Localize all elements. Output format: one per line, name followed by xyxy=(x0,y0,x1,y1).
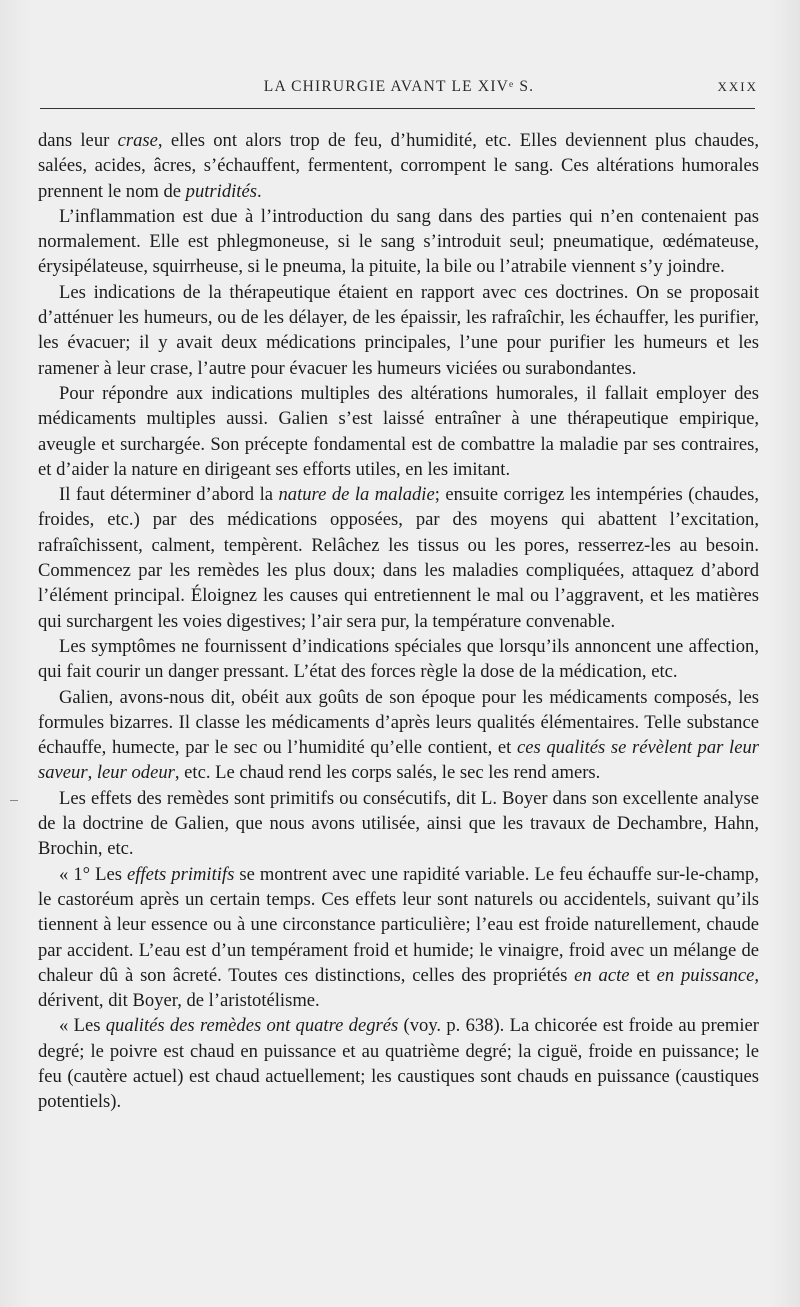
text-segment: Les effets des remèdes sont primitifs ou consécutifs, dit L. Boyer dans son excellente analyse de la doctrine de Galien, que nous avons utilisée, ainsi que les travaux de Dechambre, Hahn, Brochin, etc. xyxy=(38,787,759,860)
italic-text: leur odeur xyxy=(96,762,175,784)
text-segment: et xyxy=(629,964,657,986)
italic-text: en acte xyxy=(574,964,630,986)
text-segment: Il faut déterminer d’abord la xyxy=(59,484,279,506)
italic-text: qualités des remèdes ont quatre degrés xyxy=(105,1015,399,1037)
paragraph xyxy=(38,128,759,204)
text-segment: Les indications de la thérapeutique étaient en rapport avec ces doctrines. On se proposait d’atténuer les humeurs, ou de les délayer, de les épaissir, les rafraîchir, les échauffer, les purifier, les évacuer; il y avait deux médications principales, l’une pour purifier les humeurs et les ramener à leur crase, l’autre pour évacuer les humeurs viciées ou surabondantes. xyxy=(38,281,759,379)
text-segment: Pour répondre aux indications multiples des altérations humorales, il fallait employer des médicaments multiples aussi. Galien s’est laissé entraîner à une thérapeutique empirique, aveugle et surchargée. Son précepte fondamental est de combattre la maladie par ses contraires, et d’aider la nature en dirigeant ses efforts utiles, en les imitant. xyxy=(38,382,759,480)
paragraph xyxy=(38,634,759,685)
paragraph xyxy=(38,381,759,482)
paragraph xyxy=(38,862,759,1014)
text-segment: « 1° Les xyxy=(59,863,128,885)
italic-text: ces qualités se révèlent par leur saveur xyxy=(38,737,759,784)
paragraph xyxy=(38,786,759,862)
italic-text: effets primitifs xyxy=(127,863,235,885)
body-text xyxy=(38,128,759,1115)
paragraph xyxy=(38,204,759,280)
text-segment: ; ensuite corrigez les intempéries (chaudes, froides, etc.) par des médications opposées, par des moyens qui abattent l’excitation, rafraîchissent, calment, tempèrent. Relâchez les tissus ou les pores, resserrez-les au besoin. Commencez par les remèdes les plus doux; dans les maladies compliquées, attaquez d’abord l’élément principal. Éloignez les causes qui entretiennent le mal ou l’aggravent, et les matières qui surchargent les voies digestives; l’air sera pur, la température convenable. xyxy=(38,484,760,632)
italic-text: nature de la maladie xyxy=(278,484,435,506)
page-number: XXIX xyxy=(717,79,758,94)
text-segment: , xyxy=(87,762,97,784)
header-rule xyxy=(40,108,755,109)
text-segment: Galien, avons-nous dit, obéit aux goûts de son époque pour les médicaments composés, les formules bizarres. Il classe les médicaments d’après leurs qualités élémentaires. Telle substance échauffe, humecte, par le sec ou l’humidité qu’elle contient, et xyxy=(38,686,759,759)
paragraph xyxy=(38,685,759,786)
text-segment: Les symptômes ne fournissent d’indications spéciales que lorsqu’ils annoncent une affection, qui fait courir un danger pressant. L’état des forces règle la dose de la médication, etc. xyxy=(38,635,759,683)
italic-text: en puissance xyxy=(656,964,755,986)
text-segment: (voy. p. 638). La chicorée est froide au premier degré; le poivre est chaud en puissance et au quatrième degré; la ciguë, froide en puissance; le feu (cautère actuel) est chaud actuellement; les caustiques sont chauds en puissance (caustiques potentiels). xyxy=(38,1015,759,1113)
page-header xyxy=(40,76,758,102)
text-segment: , elles ont alors trop de feu, d’humidité, etc. Elles deviennent plus chaudes, salées, acides, âcres, s’échauffent, fermentent, corrompent le sang. Ces altérations humorales prennent le nom de xyxy=(38,130,760,202)
text-segment: , etc. Le chaud rend les corps salés, le sec les rend amers. xyxy=(174,762,601,784)
text-segment: L’inflammation est due à l’introduction du sang dans des parties qui n’en contenaient pas normalement. Elle est phlegmoneuse, si le sang s’introduit seul; pneumatique, œdémateuse, érysipélateuse, squirrheuse, si le pneuma, la pituite, la bile ou l’atrabile viennent s’y joindre. xyxy=(38,205,759,278)
text-segment: dans leur xyxy=(38,130,118,151)
text-segment: se montrent avec une rapidité variable. Le feu échauffe sur-le-champ, le castoréum après un certain temps. Ces effets leur sont naturels ou accidentels, suivant qu’ils tiennent à leur essence ou à une circonstance particulière; l’eau est froide naturellement, chaude par accident. L’eau est d’un tempérament froid et humide; le vinaigre, froid avec un mélange de chaleur dû à son âcreté. Toutes ces distinctions, celles des propriétés xyxy=(38,863,759,986)
italic-text: crase xyxy=(117,130,158,151)
text-segment: « Les xyxy=(59,1015,106,1037)
paragraph xyxy=(38,1013,759,1114)
text-segment: . xyxy=(256,180,262,202)
running-title: LA CHIRURGIE AVANT LE XIVᵉ S. xyxy=(263,78,535,95)
paragraph xyxy=(38,482,759,634)
text-segment: , dérivent, dit Boyer, de l’aristotélisme. xyxy=(38,964,759,1012)
paragraph xyxy=(38,280,759,381)
margin-mark xyxy=(10,800,18,801)
italic-text: putridités xyxy=(185,180,257,202)
